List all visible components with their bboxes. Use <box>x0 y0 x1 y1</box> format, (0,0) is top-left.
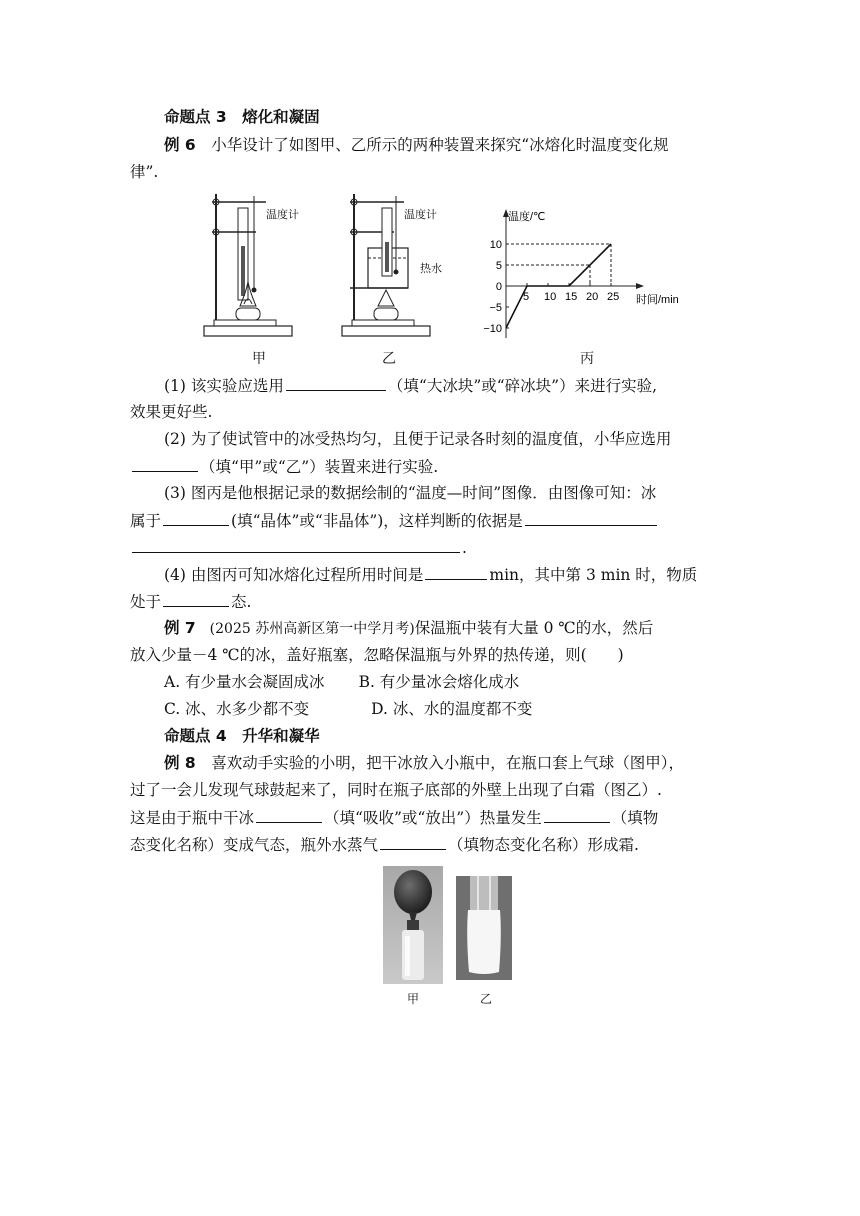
question-4-text-b2: 态. <box>231 593 252 611</box>
chart-y-tick-label: −5 <box>489 302 502 314</box>
question-3-text-b1: 属于 <box>130 512 162 530</box>
figure-yi-caption: 乙 <box>382 351 396 367</box>
example-8-text-3c: （填物 <box>611 809 659 827</box>
example-8-text-4b: （填物态变化名称）形成霜. <box>448 836 639 854</box>
question-1-text-a: (1) 该实验应选用 <box>164 377 284 395</box>
example-8-stem-1: 喜欢动手实验的小明，把干冰放入小瓶中，在瓶口套上气球（图甲）， <box>195 754 684 772</box>
chart-x-tick-label: 10 <box>544 291 557 303</box>
question-1-line-1 <box>164 374 764 397</box>
example-6-label: 例 6 <box>164 136 196 154</box>
photo-jia-caption: 甲 <box>407 992 420 1006</box>
figure-bing-caption: 丙 <box>580 351 594 367</box>
question-2-text-b: （填“甲”或“乙”）装置来进行实验. <box>200 458 439 476</box>
question-1-line-2: 效果更好些. <box>130 403 213 421</box>
example-7-options-row-2 <box>164 698 764 720</box>
example-6-stem-2: 律”. <box>130 163 159 181</box>
example-7-source: (2025 苏州高新区第一中学月考) <box>195 621 415 637</box>
apparatus-yi-thermometer-label: 温度计 <box>404 208 437 221</box>
question-4-answer-blank-2[interactable] <box>163 590 229 607</box>
example-8-stem-2: 过了一会儿发现气球鼓起来了，同时在瓶子底部的外壁上出现了白霜（图乙）. <box>130 781 662 799</box>
question-3-line-3 <box>130 536 730 559</box>
balloon-bottle-photo <box>383 866 443 984</box>
example-7-stem-2: 放入少量－4 ℃的冰，盖好瓶塞，忽略保温瓶与外界的热传递，则( ) <box>130 646 624 664</box>
chart-y-tick-label: 10 <box>489 239 502 251</box>
chart-y-axis-label: 温度/℃ <box>508 211 546 223</box>
chart-x-axis-label: 时间/min <box>636 294 679 306</box>
photo-yi-caption: 乙 <box>480 992 493 1006</box>
example-8-line-1 <box>164 752 764 774</box>
example-7-label: 例 7 <box>164 619 196 637</box>
example-6-stem-1: 小华设计了如图甲、乙所示的两种装置来探究“冰熔化时温度变化规 <box>195 136 669 154</box>
example-8-text-3b: （填“吸收”或“放出”）热量发生 <box>324 809 542 827</box>
example-8-answer-blank-1[interactable] <box>256 806 322 823</box>
question-3-text-b2: (填“晶体”或“非晶体”)，这样判断的依据是 <box>231 512 523 530</box>
chart-x-tick-label: 15 <box>565 291 578 303</box>
option-a[interactable]: A. 有少量水会凝固成冰 <box>164 673 325 691</box>
question-3-answer-blank-3[interactable] <box>132 536 460 553</box>
example-6-stem-line-1 <box>164 134 764 156</box>
chart-y-tick-label: −10 <box>483 323 502 335</box>
chart-x-tick-label: 25 <box>607 291 620 303</box>
question-4-line-1 <box>164 563 764 586</box>
question-1-answer-blank[interactable] <box>286 374 386 391</box>
question-2-line-1: (2) 为了使试管中的冰受热均匀，且便于记录各时刻的温度值，小华应选用 <box>164 430 672 448</box>
chart-x-tick-label: 20 <box>586 291 599 303</box>
question-4-text-a2: min，其中第 3 min 时，物质 <box>489 566 698 584</box>
example-8-line-4 <box>130 833 730 856</box>
example-8-line-3 <box>130 806 730 829</box>
question-4-text-b1: 处于 <box>130 593 162 611</box>
question-3-line-1: (3) 图丙是他根据记录的数据绘制的“温度—时间”图像．由图像可知：冰 <box>164 484 657 502</box>
question-4-text-a1: (4) 由图丙可知冰熔化过程所用时间是 <box>164 566 424 584</box>
option-d[interactable]: D. 冰、水的温度都不变 <box>371 700 533 718</box>
chart-y-tick-label: 0 <box>495 281 502 293</box>
question-4-line-2 <box>130 590 730 613</box>
example-8-answer-blank-3[interactable] <box>380 833 446 850</box>
frost-bottle-photo <box>456 876 512 980</box>
question-4-answer-blank-1[interactable] <box>425 563 487 580</box>
example-7-line-1 <box>164 617 764 640</box>
apparatus-yi-hot-water-label: 热水 <box>420 262 442 275</box>
question-2-line-2 <box>130 455 730 478</box>
question-3-answer-blank-2[interactable] <box>525 509 657 526</box>
section-4-title: 命题点 4 升华和凝华 <box>164 727 320 745</box>
option-c[interactable]: C. 冰、水多少都不变 <box>164 700 310 718</box>
figure-jia-caption: 甲 <box>252 351 266 367</box>
question-3-text-c: . <box>462 539 467 557</box>
example-7-options-row-1 <box>164 671 764 693</box>
chart-x-tick-label: 5 <box>523 291 530 303</box>
option-b[interactable]: B. 有少量冰会熔化成水 <box>358 673 520 691</box>
example-8-text-4a: 态变化名称）变成气态，瓶外水蒸气 <box>130 836 379 854</box>
section-3-title: 命题点 3 熔化和凝固 <box>164 108 320 126</box>
question-2-answer-blank[interactable] <box>132 455 198 472</box>
chart-x-arrow <box>636 283 644 289</box>
chart-y-tick-label: 5 <box>495 260 502 272</box>
example-8-answer-blank-2[interactable] <box>544 806 610 823</box>
question-3-line-2 <box>130 509 730 532</box>
example-8-label: 例 8 <box>164 754 196 772</box>
example-7-stem-1: 保温瓶中装有大量 0 ℃的水，然后 <box>414 619 654 637</box>
apparatus-jia-thermometer-label: 温度计 <box>266 208 299 221</box>
question-3-answer-blank-1[interactable] <box>163 509 229 526</box>
temperature-time-chart <box>478 206 698 346</box>
example-8-text-3a: 这是由于瓶中干冰 <box>130 809 255 827</box>
question-1-text-b: （填“大冰块”或“碎冰块”）来进行实验, <box>387 377 658 395</box>
